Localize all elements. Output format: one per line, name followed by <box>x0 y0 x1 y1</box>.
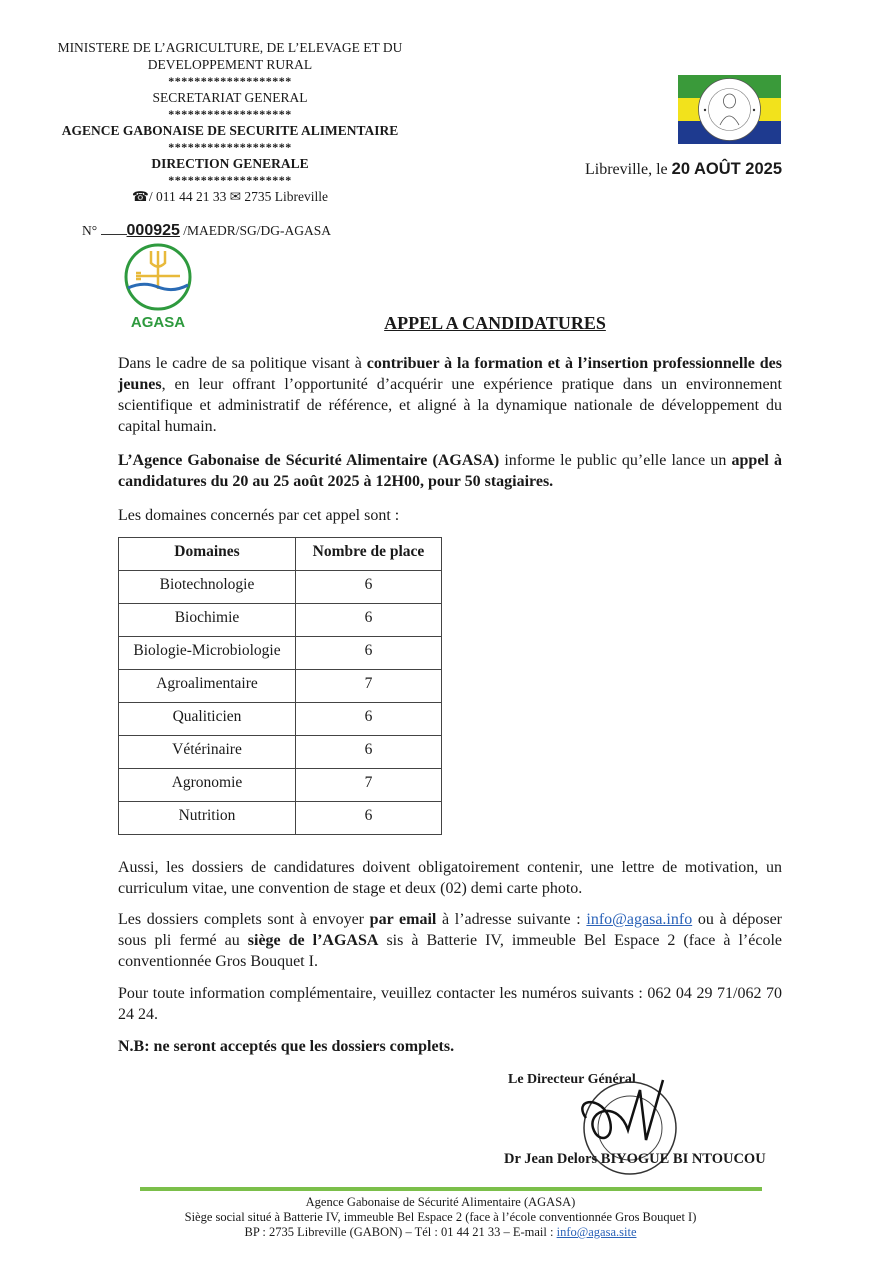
po-box: 2735 Libreville <box>244 188 328 204</box>
ministry-line-2: DEVELOPPEMENT RURAL <box>147 56 313 72</box>
places-cell: 6 <box>296 604 442 637</box>
table-row <box>119 604 442 637</box>
domain-cell: Vétérinaire <box>119 736 296 769</box>
signatory-title: Le Directeur Général <box>508 1072 636 1087</box>
table-row <box>119 571 442 604</box>
direction-generale: DIRECTION GENERALE <box>151 155 309 171</box>
places-cell: 7 <box>296 769 442 802</box>
requirements-paragraph: Aussi, les dossiers de candidatures doivent obligatoirement contenir, une lettre de motivation, un curriculum vitae, une convention de stage et deux (02) demi carte photo. <box>118 859 782 897</box>
places-cell: 6 <box>296 571 442 604</box>
gabon-emblem <box>678 75 781 144</box>
letterhead <box>30 40 430 205</box>
signatory-name: Dr Jean Delors BIYOGUE BI NTOUCOU <box>504 1151 766 1167</box>
text: informe le public qu’elle lance un <box>499 452 732 469</box>
secretariat-general: SECRETARIAT GENERAL <box>152 89 308 105</box>
domain-cell: Biochimie <box>119 604 296 637</box>
document-title: APPEL A CANDIDATURES <box>384 313 606 333</box>
blank-line <box>101 233 127 235</box>
bold-text: contribuer à la formation et à l’insertion professionnelle des jeunes <box>118 355 782 393</box>
bold-text: appel à candidatures du 20 au 25 août 2025 à 12H00, pour 50 stagiaires. <box>118 452 782 490</box>
table-row <box>119 670 442 703</box>
separator-stars: ******************* <box>168 74 292 88</box>
domain-cell: Qualiticien <box>119 703 296 736</box>
note-paragraph: N.B: ne seront acceptés que les dossiers complets. <box>118 1038 455 1055</box>
announcement-paragraph <box>118 450 782 492</box>
bold-text: L’Agence Gabonaise de Sécurité Alimentaire (AGASA) <box>118 452 500 469</box>
contact-line <box>30 189 430 206</box>
column-header-places: Nombre de place <box>296 538 442 571</box>
separator-stars: ******************* <box>168 173 292 187</box>
reference-prefix: N° <box>82 223 98 238</box>
text: , en leur offrant l’opportunité d’acquérir une expérience pratique dans un environnement scientifique et administratif de référence, et aligné à la dynamique nationale de développement du capital humain. <box>118 376 782 435</box>
bold-text: par email <box>369 911 437 928</box>
submission-paragraph <box>118 909 782 972</box>
footer-line-2: Siège social situé à Batterie IV, immeuble Bel Espace 2 (face à l’école conventionnée Gros Bouquet I) <box>184 1210 697 1224</box>
footer-line-1: Agence Gabonaise de Sécurité Alimentaire (AGASA) <box>305 1195 576 1209</box>
reference-suffix: /MAEDR/SG/DG-AGASA <box>183 223 332 238</box>
intro-paragraph <box>118 353 782 437</box>
column-header-domain: Domaines <box>119 538 296 571</box>
text: Les dossiers complets sont à envoyer <box>118 911 370 928</box>
places-cell: 6 <box>296 703 442 736</box>
domains-intro: Les domaines concernés par cet appel sont : <box>118 507 400 524</box>
domain-cell: Biologie-Microbiologie <box>119 637 296 670</box>
phone-icon: ☎ <box>132 188 149 204</box>
text: à l’adresse suivante : <box>436 911 587 928</box>
ministry-line-1: MINISTERE DE L’AGRICULTURE, DE L’ELEVAGE ET DU <box>57 40 403 55</box>
phone-number: / 011 44 21 33 <box>148 188 227 204</box>
reference-value: 000925 <box>126 222 180 239</box>
table-header-row <box>119 538 442 571</box>
logo-text: AGASA <box>130 314 186 331</box>
domain-cell: Nutrition <box>119 802 296 835</box>
footer-email-link[interactable]: info@agasa.site <box>556 1225 637 1239</box>
table-row <box>119 769 442 802</box>
footer-contact: BP : 2735 Libreville (GABON) – Tél : 01 44 21 33 – E-mail : <box>244 1225 557 1239</box>
envelope-icon: ✉ <box>229 188 242 204</box>
email-link[interactable]: info@agasa.info <box>586 911 693 928</box>
date-line <box>585 160 782 179</box>
bold-text: siège de l’AGASA <box>247 932 379 949</box>
separator-stars: ******************* <box>168 107 292 121</box>
places-cell: 6 <box>296 736 442 769</box>
table-row <box>119 802 442 835</box>
places-cell: 7 <box>296 670 442 703</box>
domains-table <box>118 537 442 835</box>
contact-paragraph: Pour toute information complémentaire, veuillez contacter les numéros suivants : 062 04 29 71/062 70 24 24. <box>118 985 782 1023</box>
reference-number <box>82 222 331 240</box>
places-cell: 6 <box>296 637 442 670</box>
text: sis à Batterie IV, immeuble Bel Espace 2 (face à l’école conventionnée Gros Bouquet I. <box>118 932 783 970</box>
table-row <box>119 703 442 736</box>
domain-cell: Agronomie <box>119 769 296 802</box>
agency-name: AGENCE GABONAISE DE SECURITE ALIMENTAIRE <box>61 122 399 138</box>
footer-rule <box>140 1187 762 1191</box>
domain-cell: Agroalimentaire <box>119 670 296 703</box>
separator-stars: ******************* <box>168 140 292 154</box>
date-value: 20 AOÛT 2025 <box>671 160 783 178</box>
handwritten-signature <box>582 1080 663 1140</box>
date-prefix: Libreville, le <box>585 161 668 178</box>
domain-cell: Biotechnologie <box>119 571 296 604</box>
text: Dans le cadre de sa politique visant à <box>118 355 367 372</box>
text: ou à déposer sous pli fermé au <box>118 911 783 949</box>
seal-circle <box>699 79 761 141</box>
footer <box>0 1195 881 1240</box>
table-row <box>119 637 442 670</box>
places-cell: 6 <box>296 802 442 835</box>
footer-line-3 <box>0 1225 881 1240</box>
table-row <box>119 736 442 769</box>
